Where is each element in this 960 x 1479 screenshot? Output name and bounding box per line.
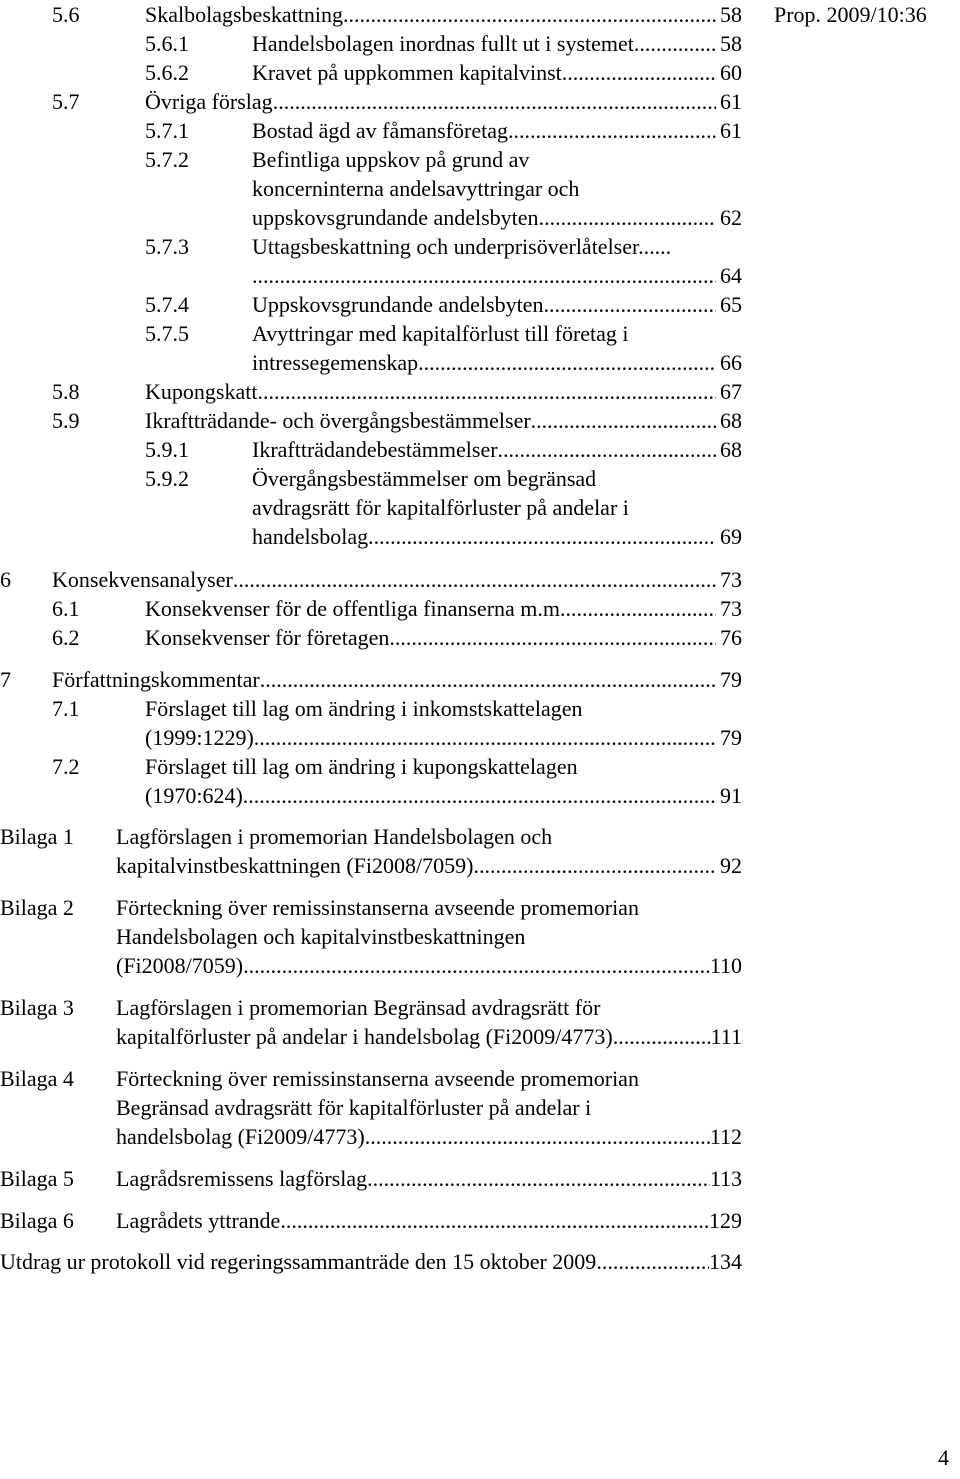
- toc-number: 5.9.2: [145, 466, 189, 491]
- toc-title: Lagrådsremissens lagförslag: [116, 1166, 368, 1191]
- toc-number: 5.7.1: [145, 118, 189, 143]
- dot-leader: [566, 594, 716, 623]
- toc-entry: [0, 116, 742, 145]
- toc-entry: [0, 752, 742, 810]
- toc-title: kapitalförluster på andelar i handelsbolag (Fi2009/4773): [116, 1024, 613, 1049]
- toc-number: 5.9: [52, 408, 80, 433]
- dot-leader: [539, 203, 716, 232]
- toc-entry: [0, 29, 742, 58]
- toc-page-number: 79: [720, 725, 742, 750]
- toc-entry: [0, 87, 742, 116]
- toc-page-number: 73: [720, 596, 742, 621]
- toc-page-number: 110: [709, 953, 742, 978]
- toc-page-number: 61: [720, 89, 742, 114]
- dot-leader: [367, 1164, 710, 1193]
- dot-leader: [596, 1247, 709, 1276]
- toc-entry: [0, 893, 742, 980]
- toc-title: Förslaget till lag om ändring i inkomstskattelagen: [145, 696, 583, 721]
- toc-page-number: 113: [709, 1166, 742, 1191]
- toc-entry: [0, 435, 742, 464]
- page-number: 4: [938, 1445, 949, 1470]
- toc-title: Kravet på uppkommen kapitalvinst: [252, 60, 562, 85]
- toc-page-number: 111: [710, 1024, 742, 1049]
- toc-number: 5.6: [52, 2, 80, 27]
- toc-entry: [0, 1206, 742, 1235]
- toc-number: 5.7.4: [145, 292, 189, 317]
- toc-title: handelsbolag: [252, 524, 369, 549]
- dot-leader: [260, 665, 716, 694]
- toc-number: 7.1: [52, 696, 80, 721]
- dot-leader: [254, 723, 716, 752]
- toc-title: Handelsbolagen inordnas fullt ut i systemet: [252, 31, 634, 56]
- toc-title: uppskovsgrundande andelsbyten: [252, 205, 539, 230]
- toc-title: Lagrådets yttrande: [116, 1208, 281, 1233]
- toc-entry: [0, 623, 742, 652]
- dot-leader: [273, 87, 716, 116]
- toc-page-number: 66: [720, 350, 742, 375]
- toc-entry: [0, 993, 742, 1051]
- dot-leader: [243, 951, 710, 980]
- toc-title: Uttagsbeskattning och underprisöverlåtelser......: [252, 234, 672, 259]
- toc-page-number: 69: [720, 524, 742, 549]
- toc-entry: [0, 594, 742, 623]
- toc-number: 5.6.1: [145, 31, 189, 56]
- toc-number: 7.2: [52, 754, 80, 779]
- dot-leader: [343, 0, 716, 29]
- toc-title: intressegemenskap: [252, 350, 419, 375]
- toc-number: 5.7.2: [145, 147, 189, 172]
- toc-title: Övriga förslag: [145, 89, 273, 114]
- toc-title: Avyttringar med kapitalförlust till företag i: [252, 321, 629, 346]
- toc-title: Övergångsbestämmelser om begränsad: [252, 466, 597, 491]
- toc-number: 6.1: [52, 596, 80, 621]
- toc-entry: [0, 464, 742, 551]
- toc-entry: [0, 232, 742, 290]
- toc-title: Konsekvenser för de offentliga finanserna m.m.: [145, 596, 566, 621]
- toc-entry: [0, 319, 742, 377]
- toc-title: (1970:624): [145, 783, 243, 808]
- toc-title: Ikraftträdande- och övergångsbestämmelser: [145, 408, 531, 433]
- dot-leader: [531, 406, 716, 435]
- dot-leader: [473, 851, 716, 880]
- document-reference: Prop. 2009/10:36: [774, 2, 927, 27]
- toc-entry: [0, 0, 742, 29]
- toc-number: Bilaga 4: [0, 1066, 74, 1091]
- toc-entry: [0, 1064, 742, 1151]
- toc-number: Bilaga 1: [0, 824, 74, 849]
- toc-entry: [0, 377, 742, 406]
- toc-page-number: 68: [720, 408, 742, 433]
- toc-title: (Fi2008/7059): [116, 953, 244, 978]
- toc-page-number: 76: [720, 625, 742, 650]
- toc-page-number: 68: [720, 437, 742, 462]
- dot-leader: [634, 29, 716, 58]
- toc-page-number: 91: [720, 783, 742, 808]
- toc-title: Förslaget till lag om ändring i kupongskattelagen: [145, 754, 578, 779]
- toc-title: handelsbolag (Fi2009/4773): [116, 1124, 365, 1149]
- dot-leader: [243, 781, 716, 810]
- toc-title: Lagförslagen i promemorian Handelsbolagen och: [116, 824, 553, 849]
- toc-title: Författningskommentar: [52, 667, 260, 692]
- toc-title: Begränsad avdragsrätt för kapitalförluster på andelar i: [116, 1095, 592, 1120]
- toc-title: Bostad ägd av fåmansföretag: [252, 118, 508, 143]
- toc-number: Bilaga 6: [0, 1208, 74, 1233]
- toc-title: Förteckning över remissinstanserna avseende promemorian: [116, 895, 639, 920]
- toc-title: Handelsbolagen och kapitalvinstbeskattningen: [116, 924, 526, 949]
- dot-leader: [418, 348, 716, 377]
- toc-page-number: 92: [720, 853, 742, 878]
- toc-title: Utdrag ur protokoll vid regeringssammanträde den 15 oktober 2009: [0, 1249, 597, 1274]
- dot-leader: [368, 522, 716, 551]
- toc-number: 5.6.2: [145, 60, 189, 85]
- toc-number: 7: [0, 667, 11, 692]
- toc-page-number: 129: [709, 1208, 742, 1233]
- toc-title: Konsekvensanalyser: [52, 567, 233, 592]
- toc-number: Bilaga 3: [0, 995, 74, 1020]
- dot-leader: [365, 1122, 710, 1151]
- dot-leader: [498, 435, 716, 464]
- dot-leader: [508, 116, 716, 145]
- toc-page-number: 61: [720, 118, 742, 143]
- toc-entry: [0, 694, 742, 752]
- toc-title: Konsekvenser för företagen: [145, 625, 390, 650]
- toc-number: 5.9.1: [145, 437, 189, 462]
- toc-title: koncerninterna andelsavyttringar och: [252, 176, 580, 201]
- toc-page-number: 58: [720, 2, 742, 27]
- toc-page-number: 62: [720, 205, 742, 230]
- toc-title: Uppskovsgrundande andelsbyten: [252, 292, 544, 317]
- dot-leader: [252, 261, 716, 290]
- toc-page-number: 67: [720, 379, 742, 404]
- toc-page-number: 134: [709, 1249, 742, 1274]
- toc-entry: [0, 1164, 742, 1193]
- toc-number: 5.7.5: [145, 321, 189, 346]
- toc-number: Bilaga 5: [0, 1166, 74, 1191]
- toc-page-number: 112: [709, 1124, 742, 1149]
- toc-entry: [0, 145, 742, 232]
- toc-entry: [0, 1247, 742, 1276]
- dot-leader: [562, 58, 716, 87]
- toc-number: 5.7.3: [145, 234, 189, 259]
- dot-leader: [543, 290, 716, 319]
- toc-title: Ikraftträdandebestämmelser: [252, 437, 498, 462]
- toc-number: 5.8: [52, 379, 80, 404]
- toc-number: 6.2: [52, 625, 80, 650]
- dot-leader: [280, 1206, 709, 1235]
- toc-title: avdragsrätt för kapitalförluster på andelar i: [252, 495, 629, 520]
- toc-page-number: 60: [720, 60, 742, 85]
- toc-title: Lagförslagen i promemorian Begränsad avdragsrätt för: [116, 995, 601, 1020]
- toc-title: (1999:1229): [145, 725, 254, 750]
- toc-page-number: 73: [720, 567, 742, 592]
- toc-title: Förteckning över remissinstanserna avseende promemorian: [116, 1066, 639, 1091]
- toc-page-number: 64: [720, 263, 742, 288]
- toc-entry: [0, 406, 742, 435]
- toc-title: Skalbolagsbeskattning: [145, 2, 343, 27]
- toc-entry: [0, 822, 742, 880]
- toc-page-number: 58: [720, 31, 742, 56]
- dot-leader: [613, 1022, 711, 1051]
- toc-title: Befintliga uppskov på grund av: [252, 147, 530, 172]
- toc-title: Kupongskatt: [145, 379, 258, 404]
- dot-leader: [257, 377, 716, 406]
- toc-page-number: 79: [720, 667, 742, 692]
- toc-entry: [0, 58, 742, 87]
- toc-number: 6: [0, 567, 11, 592]
- toc-page-number: 65: [720, 292, 742, 317]
- toc-number: Bilaga 2: [0, 895, 74, 920]
- dot-leader: [389, 623, 716, 652]
- toc-entry: [0, 665, 742, 694]
- dot-leader: [233, 565, 716, 594]
- toc-number: 5.7: [52, 89, 80, 114]
- toc-entry: [0, 290, 742, 319]
- toc-entry: [0, 565, 742, 594]
- toc-title: kapitalvinstbeskattningen (Fi2008/7059): [116, 853, 474, 878]
